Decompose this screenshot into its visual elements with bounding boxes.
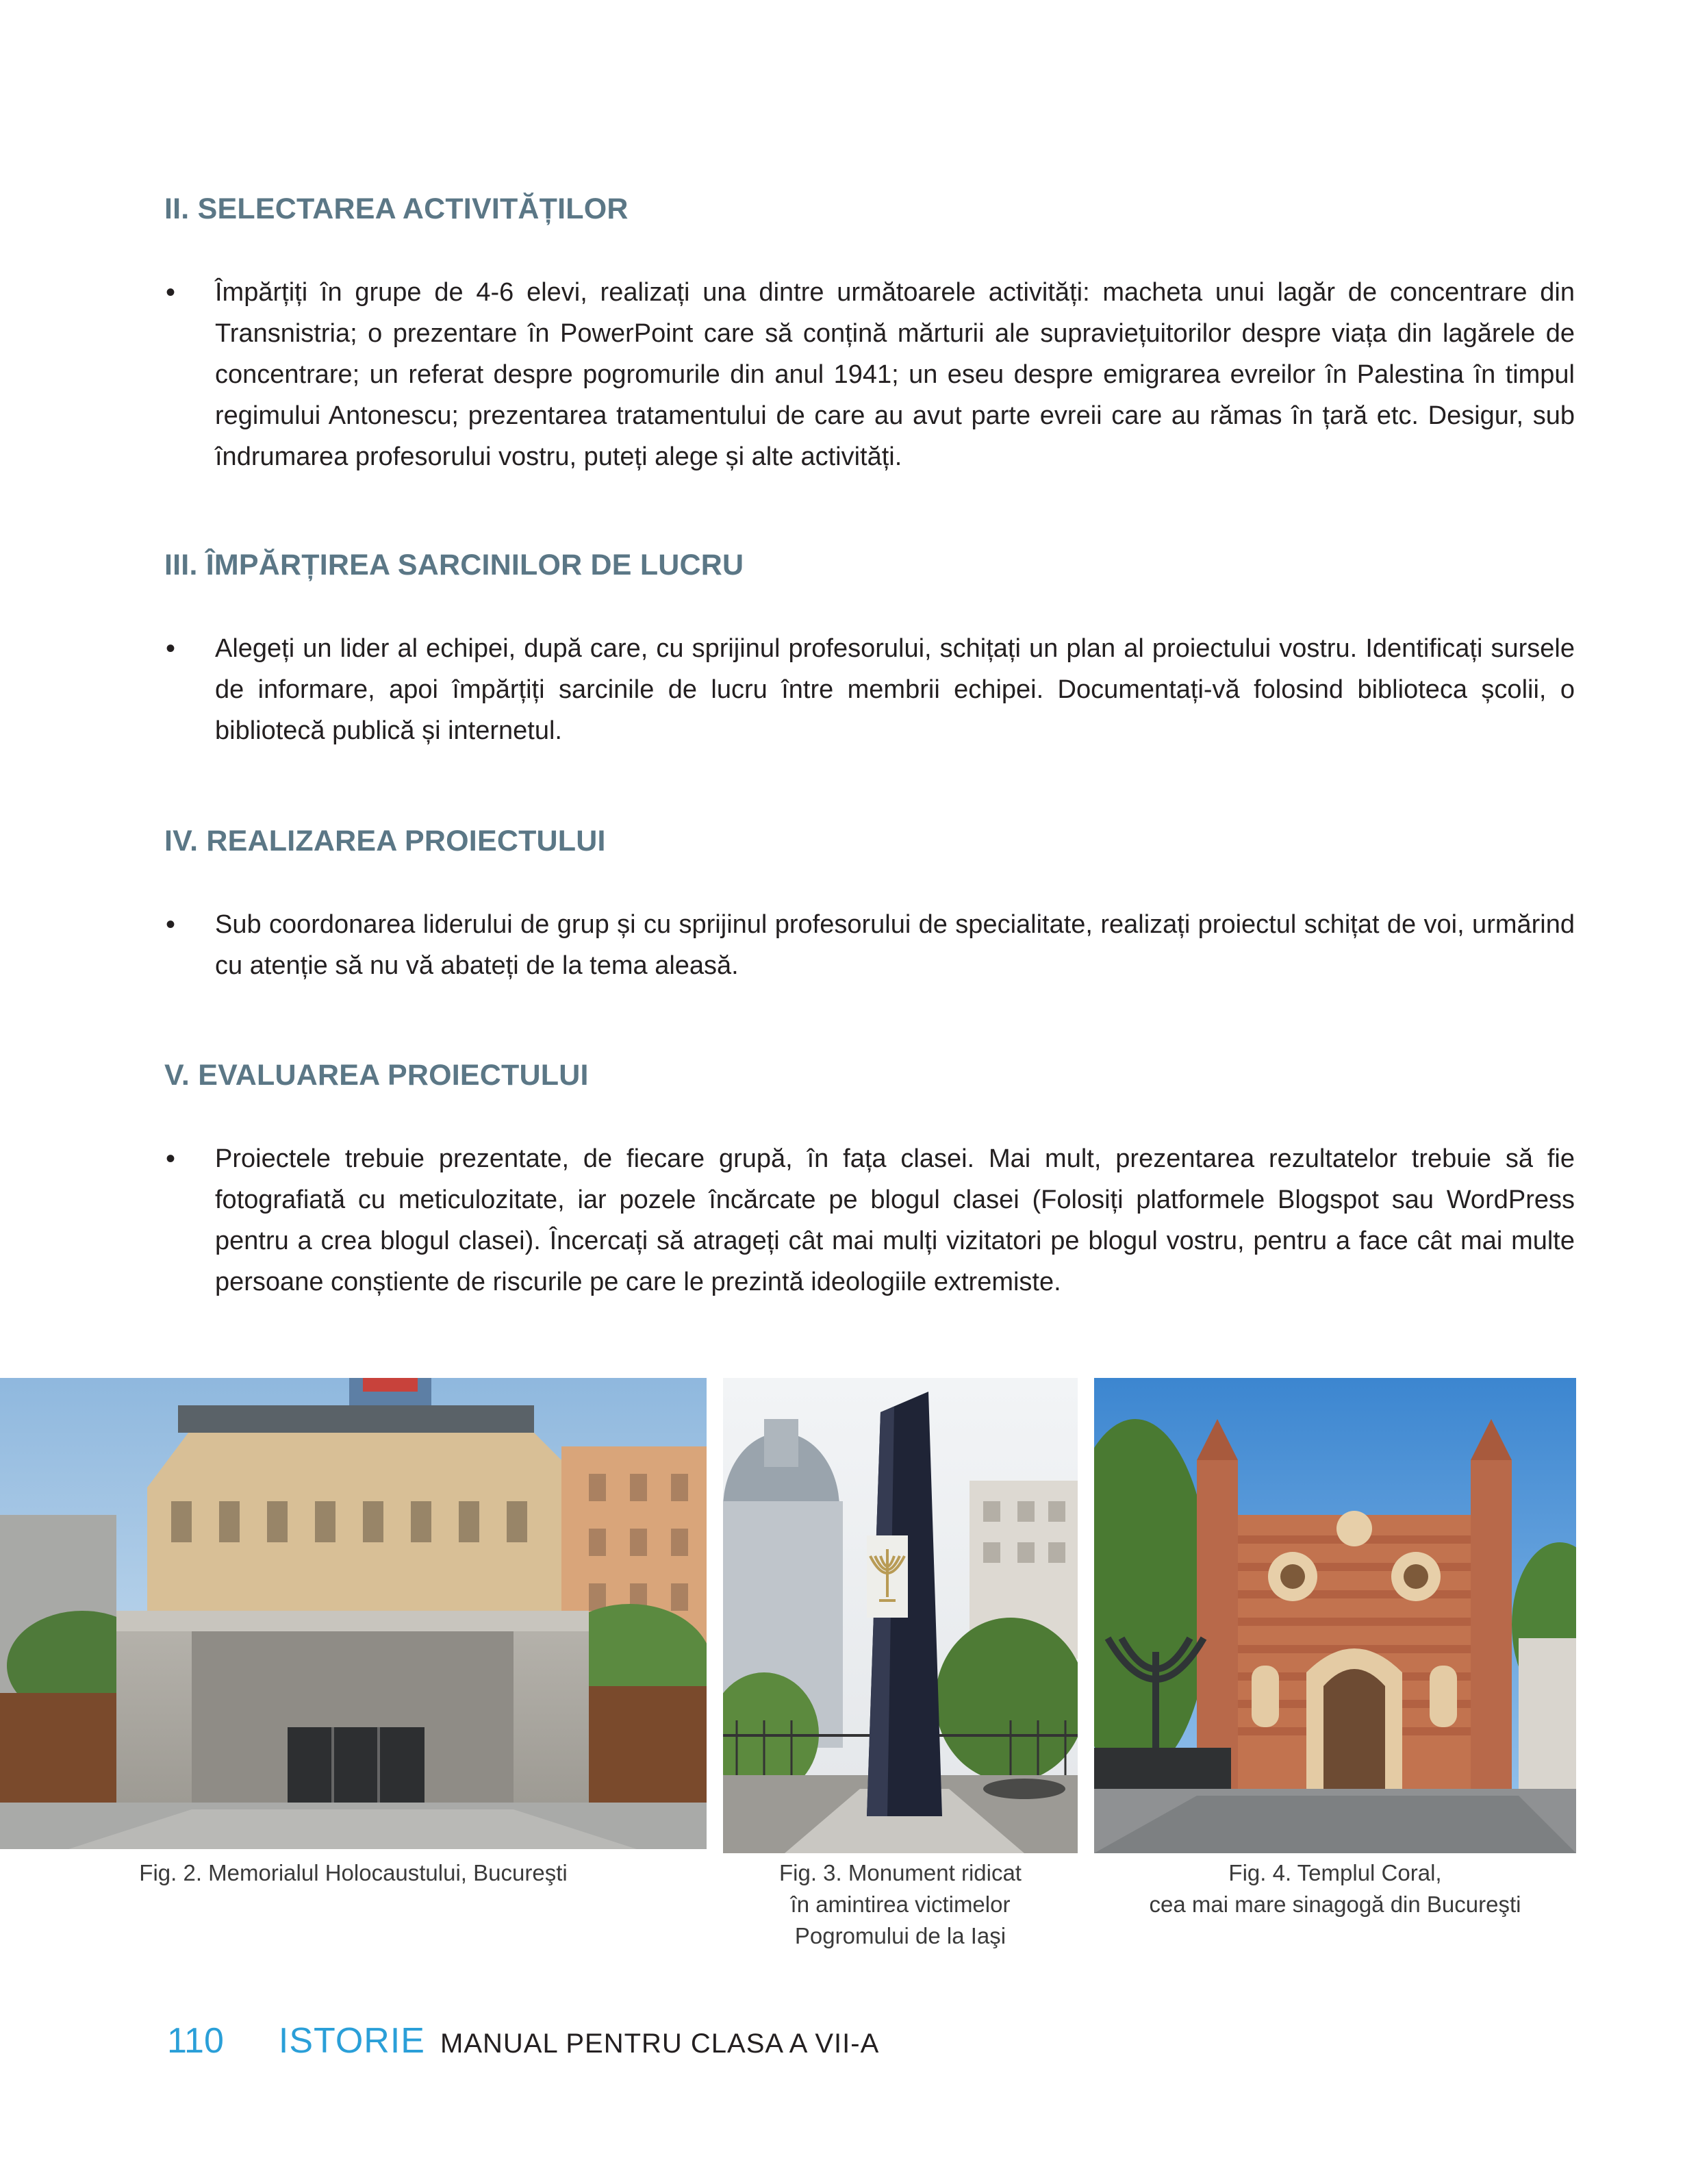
holocaust-memorial-image bbox=[0, 1378, 707, 1849]
page-number: 110 bbox=[167, 2021, 224, 2061]
bullet-text: Alegeți un lider al echipei, după care, cu sprijinul profesorului, schițați un plan al proiectului vostru. Identificați sursele de informare, apoi împărțiți sarcinile de lucru între membrii echipei. Documentați-vă folosind biblioteca școlii, o bibliotecă publică și internetul. bbox=[215, 634, 1575, 745]
bullet-text: Împărțiți în grupe de 4-6 elevi, realizați una dintre următoarele activități: macheta unui lagăr de concentrare din Transnistria; o prezentare în PowerPoint care să conțină mărturii ale supraviețuitorilor despre viața din lagărele de concentrare; un referat despre pogromurile din anul 1941; un eseu despre emigrarea evreilor în Palestina în timpul regimului Antonescu; prezentarea tratamentului de care au avut parte evreii care au rămas în țară etc. Desigur, sub îndrumarea profesorului vostru, puteți alege și alte activități. bbox=[215, 278, 1575, 471]
figure-3-caption bbox=[723, 1857, 1078, 1952]
figure-3-caption-line: Pogromului de la Iaşi bbox=[794, 1923, 1006, 1948]
footer-book-title: MANUAL PENTRU CLASA A VII-A bbox=[440, 2029, 880, 2059]
section-realizarea bbox=[164, 820, 1575, 986]
list-item bbox=[164, 904, 1575, 986]
list-item bbox=[164, 628, 1575, 751]
photo-monument-iasi bbox=[723, 1378, 1078, 1853]
section-title: IV. REALIZAREA PROIECTULUI bbox=[164, 825, 606, 857]
page-footer bbox=[167, 2020, 879, 2068]
bullet-text: Proiectele trebuie prezentate, de fiecare grupă, în fața clasei. Mai mult, prezentarea rezultatelor trebuie să fie fotografiată cu meticulozitate, iar pozele încărcate pe blogul clasei (Folosiți platformele Blogspot sau WordPress pentru a crea blogul clasei). Încercați să atrageți cât mai mulți vizitatori pe blogul vostru, pentru a face cât mai multe persoane conștiente de riscurile pe care le prezintă ideologiile extremiste. bbox=[215, 1144, 1575, 1296]
bullet-icon: • bbox=[166, 277, 176, 307]
figure-2-caption-text: Fig. 2. Memorialul Holocaustului, Bucureşti bbox=[139, 1860, 568, 1885]
photo-templul-coral bbox=[1094, 1378, 1576, 1853]
bullet-list bbox=[164, 272, 1575, 477]
templul-coral-image bbox=[1094, 1378, 1576, 1853]
section-title: V. EVALUAREA PROIECTULUI bbox=[164, 1059, 589, 1092]
bullet-icon: • bbox=[166, 909, 176, 940]
figure-4-caption-line: Fig. 4. Templul Coral, bbox=[1228, 1860, 1442, 1885]
bullet-icon: • bbox=[166, 633, 176, 664]
figure-2-caption bbox=[0, 1857, 707, 1889]
section-title: III. ÎMPĂRȚIREA SARCINILOR DE LUCRU bbox=[164, 549, 744, 581]
list-item bbox=[164, 272, 1575, 477]
bullet-icon: • bbox=[166, 1144, 176, 1174]
section-evaluarea bbox=[164, 1055, 1575, 1303]
bullet-list bbox=[164, 628, 1575, 751]
bullet-text: Sub coordonarea liderului de grup și cu sprijinul profesorului de specialitate, realizați proiectul schițat de voi, urmărind cu atenție să nu vă abateți de la tema aleasă. bbox=[215, 910, 1575, 980]
figure-3-caption-line: în amintirea victimelor bbox=[790, 1892, 1011, 1917]
section-selectarea bbox=[164, 188, 1575, 477]
monument-iasi-image bbox=[723, 1378, 1078, 1853]
photo-holocaust-memorial bbox=[0, 1378, 707, 1849]
bullet-list bbox=[164, 904, 1575, 986]
section-title: II. SELECTAREA ACTIVITĂȚILOR bbox=[164, 192, 629, 225]
bullet-list bbox=[164, 1138, 1575, 1303]
section-impartirea bbox=[164, 544, 1575, 751]
footer-subject: ISTORIE bbox=[278, 2021, 425, 2061]
figure-4-caption bbox=[1094, 1857, 1576, 1920]
figure-3-caption-line: Fig. 3. Monument ridicat bbox=[779, 1860, 1022, 1885]
figure-4-caption-line: cea mai mare sinagogă din Bucureşti bbox=[1149, 1892, 1521, 1917]
list-item bbox=[164, 1138, 1575, 1303]
